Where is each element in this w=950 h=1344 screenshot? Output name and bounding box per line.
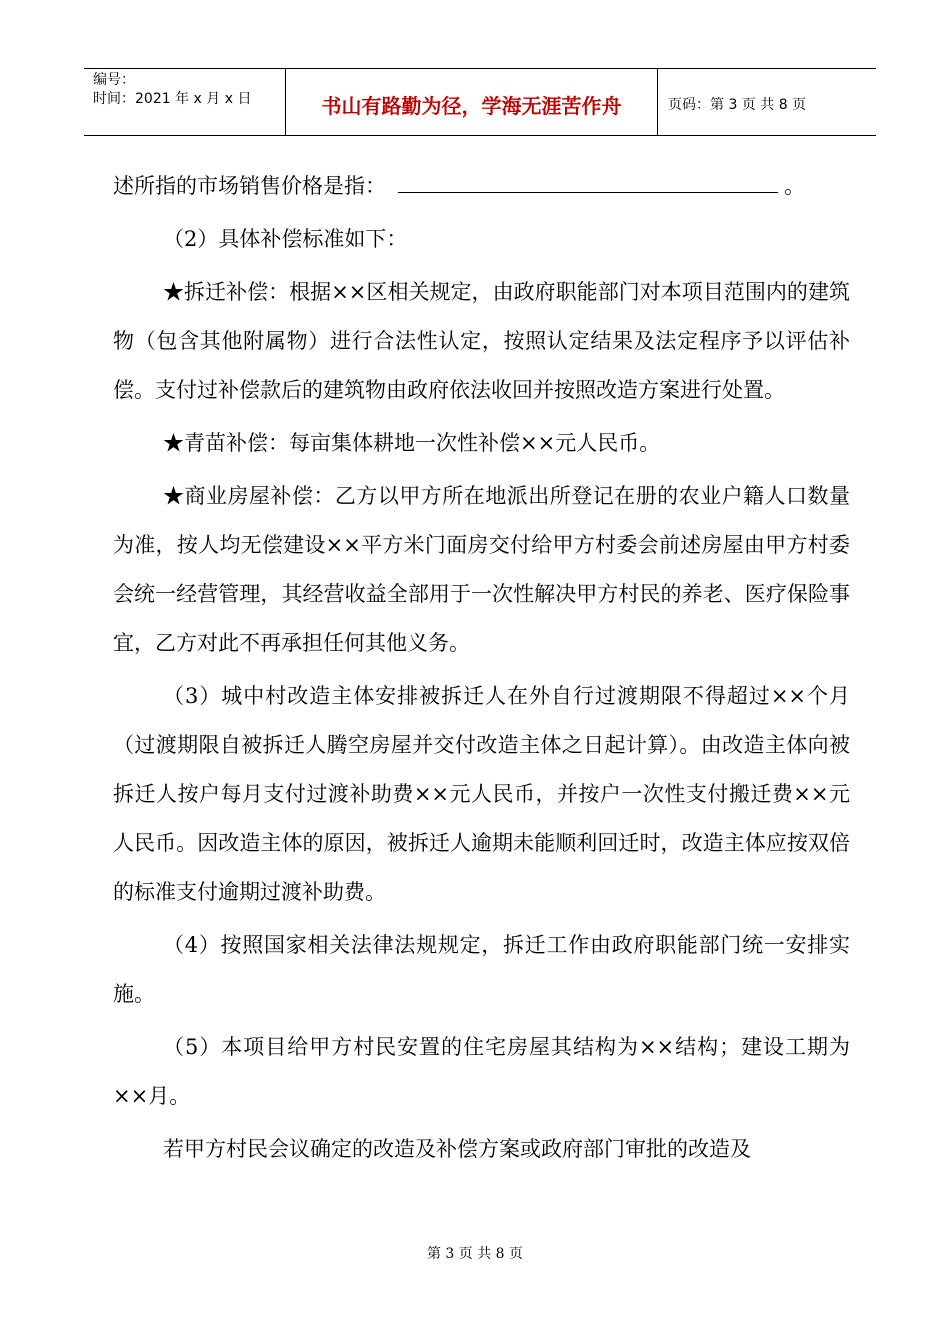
paragraph-compensation-standard: （2）具体补偿标准如下： — [163, 227, 408, 251]
document-time-label: 时间：2021 年 x 月 x 日 — [93, 91, 252, 107]
paragraph-demolition-compensation: ★拆迁补偿：根据××区相关规定，由政府职能部门对本项目范围内的建筑物（包含其他附属物）进行合法性认定，按照认定结果及法定程序予以评估补偿。支付过补偿款后的建筑物由政府依法收回并按照改造方案进行处置。 — [113, 280, 850, 402]
document-number-label: 编号： — [93, 72, 135, 88]
paragraph-transition-period: （3）城中村改造主体安排被拆迁人在外自行过渡期限不得超过××个月（过渡期限自被拆迁人腾空房屋并交付改造主体之日起计算）。由改造主体向被拆迁人按户每月支付过渡补助费××元人民币，并按户一次性支付搬迁费××元人民币。因改造主体的原因，被拆迁人逾期未能顺利回迁时，改造主体应按双倍的标准支付逾期过渡补助费。 — [113, 684, 850, 904]
paragraph-demolition-work: （4）按照国家相关法律法规规定，拆迁工作由政府职能部门统一安排实施。 — [113, 933, 850, 1006]
paragraph-crop-compensation: ★青苗补偿：每亩集体耕地一次性补偿××元人民币。 — [163, 431, 661, 455]
document-body — [113, 162, 850, 1174]
price-definition-text: 述所指的市场销售价格是指： — [113, 174, 386, 198]
paragraph-commercial-housing: ★商业房屋补偿：乙方以甲方所在地派出所登记在册的农业户籍人口数量为准，按人均无偿建设××平方米门面房交付给甲方村委会前述房屋由甲方村委会统一经营管理，其经营收益全部用于一次性解决甲方村民的养老、医疗保险事宜，乙方对此不再承担任何其他义务。 — [113, 484, 850, 655]
paragraph-price-definition — [113, 162, 850, 211]
header-motto: 书山有路勤为径，学海无涯苦作舟 — [286, 69, 658, 135]
paragraph-village-meeting: 若甲方村民会议确定的改造及补偿方案或政府部门审批的改造及 — [163, 1137, 751, 1161]
paragraph-housing-structure: （5）本项目给甲方村民安置的住宅房屋其结构为××结构；建设工期为××月。 — [113, 1035, 850, 1108]
price-definition-end: 。 — [784, 174, 805, 198]
document-header — [84, 68, 876, 136]
fill-in-blank-line — [398, 174, 778, 193]
header-info-cell — [84, 69, 286, 135]
header-page-number: 页码：第 3 页 共 8 页 — [668, 97, 807, 113]
page-footer: 第 3 页 共 8 页 — [426, 1246, 524, 1262]
